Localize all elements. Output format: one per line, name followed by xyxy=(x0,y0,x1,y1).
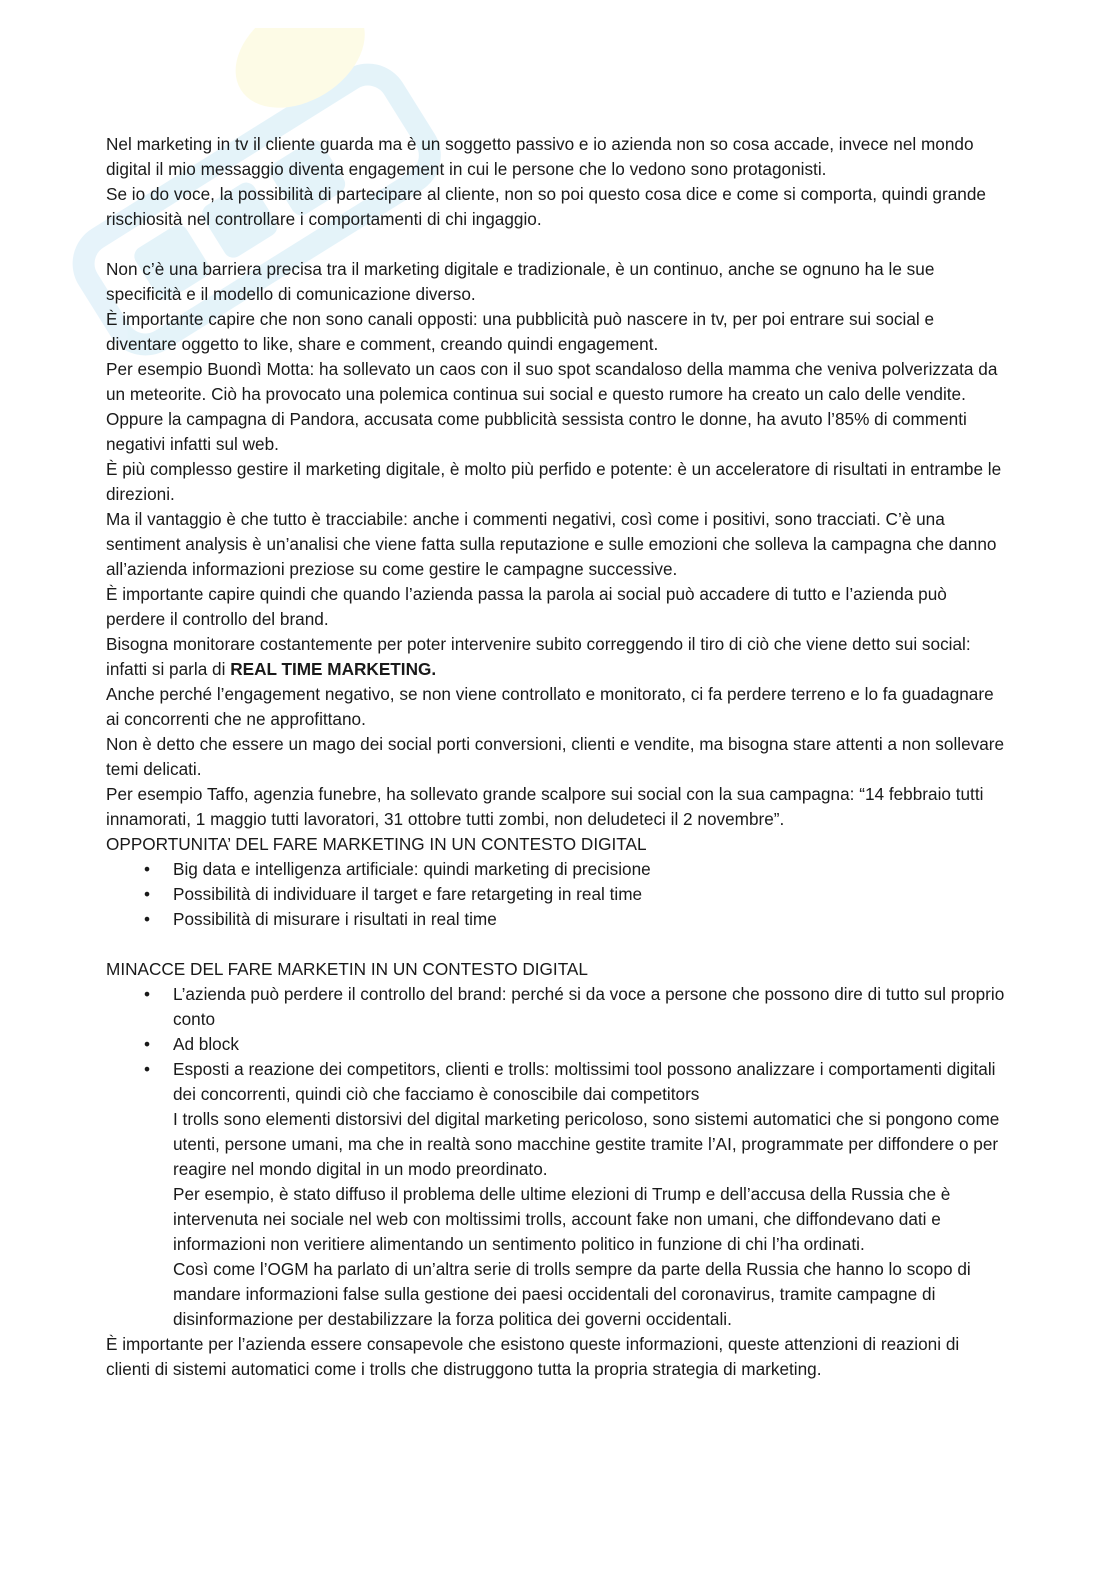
paragraph: È importante capire che non sono canali opposti: una pubblicità può nascere in tv, per poi entrare sui social e diventare oggetto to like, share e comment, creando quindi engagement. xyxy=(106,309,935,354)
paragraph: È importante capire quindi che quando l’azienda passa la parola ai social può accadere di tutto e l’azienda può perdere il controllo del brand. xyxy=(106,584,947,629)
list-item: • L’azienda può perdere il controllo del brand: perché si da voce a persone che possono dire di tutto sul proprio conto xyxy=(173,982,1006,1032)
list-item: • Big data e intelligenza artificiale: quindi marketing di precisione xyxy=(173,857,1006,882)
realtime-text: Bisogna monitorare costantemente per poter intervenire subito correggendo il tiro di ciò che viene detto sui social: infatti si parla di xyxy=(106,634,971,679)
paragraph: Nel marketing in tv il cliente guarda ma è un soggetto passivo e io azienda non so cosa accade, invece nel mondo digital il mio messaggio diventa engagement in cui le persone che lo vedono sono protagonisti. xyxy=(106,134,974,179)
conclusion-paragraph: È importante per l’azienda essere consapevole che esistono queste informazioni, queste attenzioni di reazioni di clienti di sistemi automatici come i trolls che distruggono tutta la propria strategia di marketing. xyxy=(106,1334,960,1379)
trolls-paragraph: Così come l’OGM ha parlato di un’altra serie di trolls sempre da parte della Russia che hanno lo scopo di mandare informazioni false sulla gestione dei paesi occidentali del coronavirus, tramite campagne di disinformazione per destabilizzare la forza politica dei governi occidentali. xyxy=(173,1259,971,1329)
paragraph: Non è detto che essere un mago dei social porti conversioni, clienti e vendite, ma bisogna stare attenti a non sollevare temi delicati. xyxy=(106,734,1005,779)
list-item: • Esposti a reazione dei competitors, clienti e trolls: moltissimi tool possono analizzare i comportamenti digitali dei concorrenti, quindi ciò che facciamo è conoscibile dai competitors xyxy=(173,1057,1006,1107)
list-item: • Ad block xyxy=(173,1032,1006,1057)
opportunita-list xyxy=(106,857,1006,932)
minacce-heading: MINACCE DEL FARE MARKETIN IN UN CONTESTO DIGITAL xyxy=(106,959,588,979)
list-item: • Possibilità di individuare il target e fare retargeting in real time xyxy=(173,882,1006,907)
paragraph: Non c’è una barriera precisa tra il marketing digitale e tradizionale, è un continuo, anche se ognuno ha le sue specificità e il modello di comunicazione diverso. xyxy=(106,259,935,304)
spacer xyxy=(106,932,1006,957)
paragraph: Per esempio Buondì Motta: ha sollevato un caos con il suo spot scandaloso della mamma che veniva polverizzata da un meteorite. Ciò ha provocato una polemica continua sui social e questo rumore ha creato un calo delle vendite. xyxy=(106,359,998,404)
trolls-paragraph: Per esempio, è stato diffuso il problema delle ultime elezioni di Trump e dell’accusa della Russia che è intervenuta nei sociale nel web con moltissimi trolls, account fake non umani, che diffondevano dati e informazioni non veritiere alimentando un sentimento politico in funzione di chi l’ha ordinati. xyxy=(173,1184,951,1254)
paragraph: Per esempio Taffo, agenzia funebre, ha sollevato grande scalpore sui social con la sua campagna: “14 febbraio tutti innamorati, 1 maggio tutti lavoratori, 31 ottobre tutti zombi, non deludeteci il 2 novembre”. xyxy=(106,784,984,829)
spacer xyxy=(106,232,1006,257)
paragraph: Oppure la campagna di Pandora, accusata come pubblicità sessista contro le donne, ha avuto l’85% di commenti negativi infatti sul web. xyxy=(106,409,967,454)
paragraph: Ma il vantaggio è che tutto è tracciabile: anche i commenti negativi, così come i positivi, sono tracciati. C’è una sentiment analysis è un’analisi che viene fatta sulla reputazione e sulle emozioni che solleva la campagna che danno all’azienda informazioni preziose su come gestire le campagne successive. xyxy=(106,509,997,579)
list-item: • Possibilità di misurare i risultati in real time xyxy=(173,907,1006,932)
paragraph-real-time xyxy=(106,632,1006,682)
minacce-list xyxy=(106,982,1006,1107)
paragraph: Se io do voce, la possibilità di partecipare al cliente, non so poi questo cosa dice e come si comporta, quindi grande rischiosità nel controllare i comportamenti di chi ingaggio. xyxy=(106,184,986,229)
realtime-bold: REAL TIME MARKETING. xyxy=(230,659,437,679)
paragraph: È più complesso gestire il marketing digitale, è molto più perfido e potente: è un acceleratore di risultati in entrambe le direzioni. xyxy=(106,459,1002,504)
opportunita-heading: OPPORTUNITA’ DEL FARE MARKETING IN UN CONTESTO DIGITAL xyxy=(106,834,647,854)
paragraph: Anche perché l’engagement negativo, se non viene controllato e monitorato, ci fa perdere terreno e lo fa guadagnare ai concorrenti che ne approfittano. xyxy=(106,684,994,729)
trolls-paragraph: I trolls sono elementi distorsivi del digital marketing pericoloso, sono sistemi automatici che si pongono come utenti, persone umani, ma che in realtà sono macchine gestite tramite l’AI, programmate per diffondere o per reagire nel mondo digital in un modo preordinato. xyxy=(173,1109,1000,1179)
document-page xyxy=(106,132,1006,1382)
